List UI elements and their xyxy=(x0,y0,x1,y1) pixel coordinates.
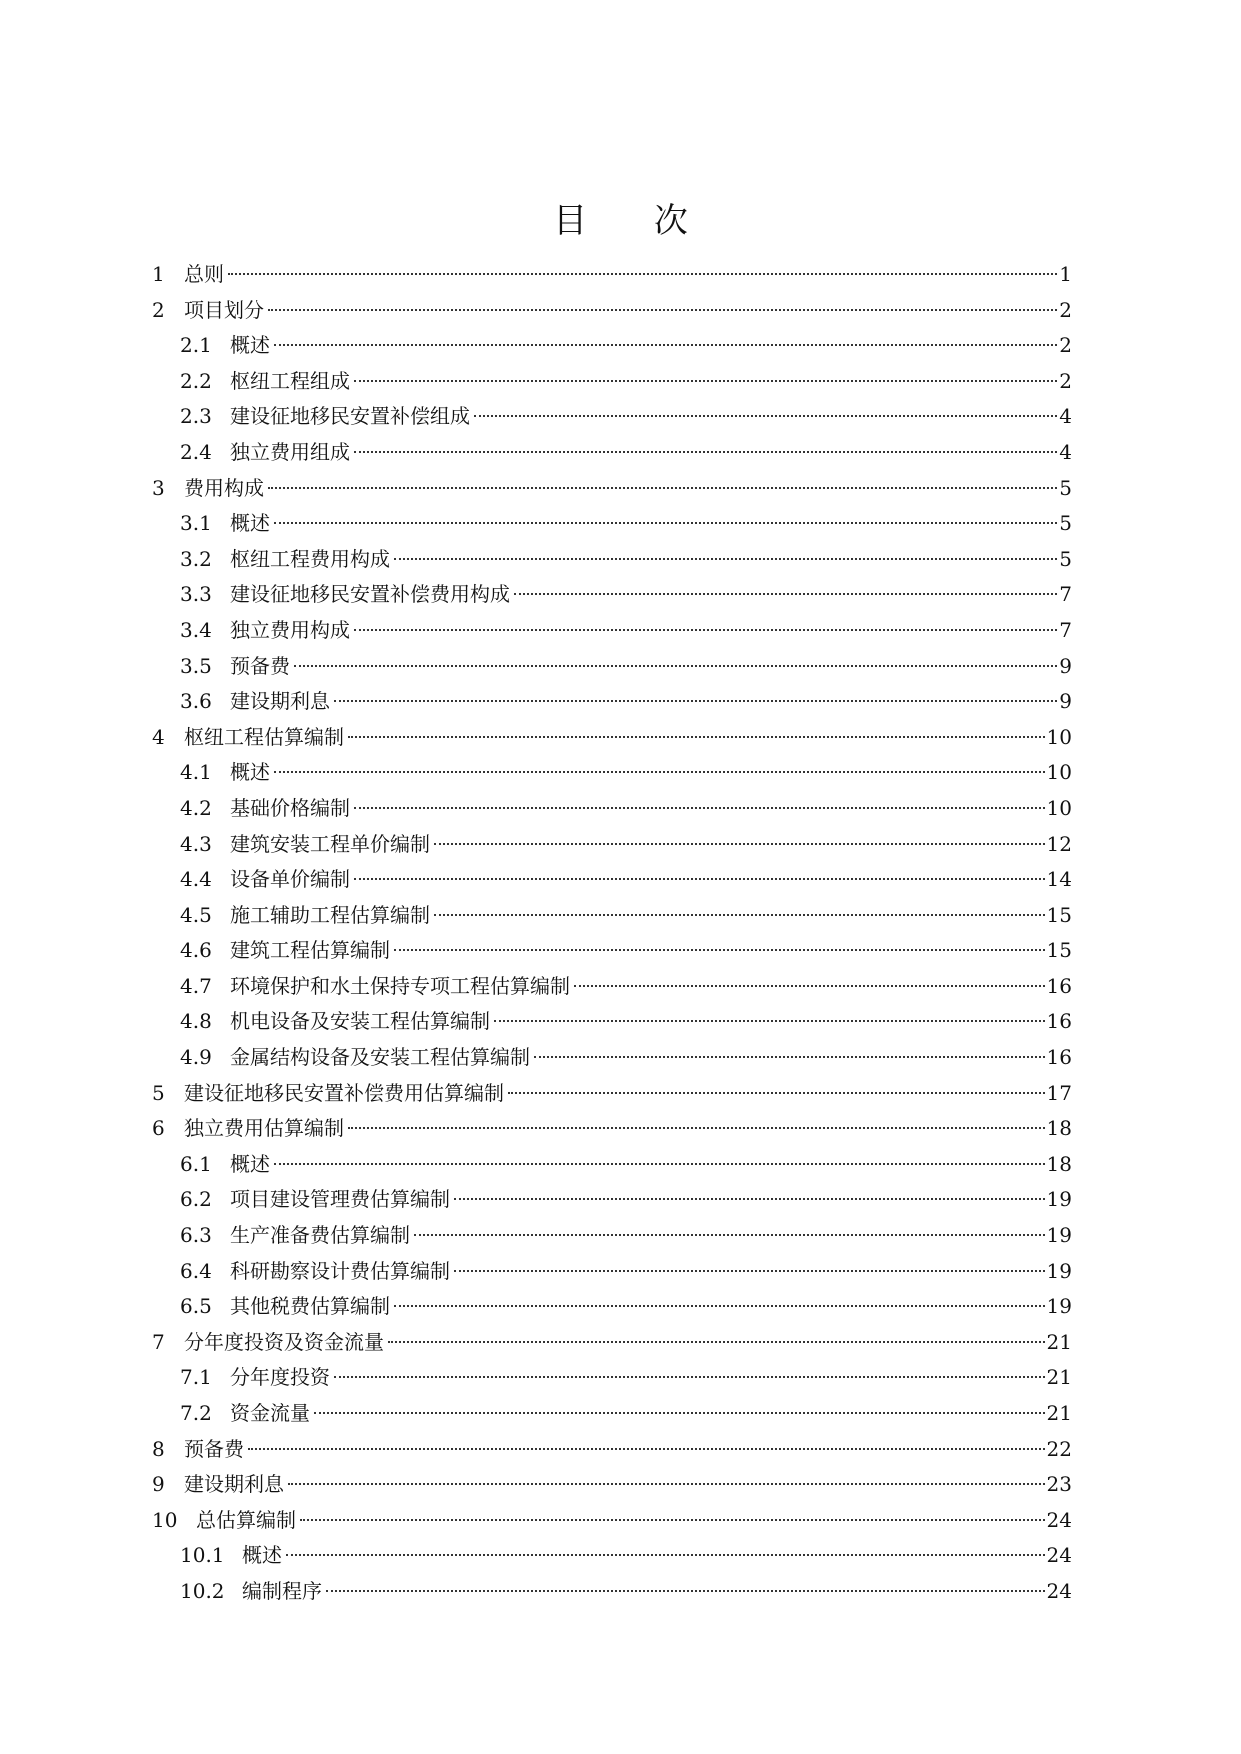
toc-entry-title: 总估算编制 xyxy=(196,1507,296,1532)
toc-entry-page-number: 21 xyxy=(1046,1401,1072,1425)
toc-dot-leader xyxy=(288,1483,1045,1485)
toc-entry-page-number: 9 xyxy=(1059,689,1072,714)
toc-entry-number: 7.1 xyxy=(180,1365,212,1390)
toc-dot-leader xyxy=(474,415,1057,417)
toc-entry-page-number: 12 xyxy=(1046,831,1072,856)
toc-dot-leader xyxy=(228,273,1057,275)
toc-entry-number: 10 xyxy=(152,1507,178,1532)
toc-entry-number: 6.4 xyxy=(180,1258,212,1283)
toc-entry[interactable] xyxy=(152,293,1072,329)
toc-entry-page-number: 16 xyxy=(1046,1045,1072,1070)
toc-entry-number: 3 xyxy=(152,475,165,500)
toc-entry[interactable] xyxy=(152,1574,1072,1610)
toc-entry-title: 概述 xyxy=(230,1151,270,1176)
toc-entry-number: 6.3 xyxy=(180,1223,212,1248)
toc-entry-number: 4.1 xyxy=(180,760,212,785)
toc-entry[interactable] xyxy=(152,1040,1072,1076)
toc-entry-page-number: 16 xyxy=(1046,973,1072,998)
toc-dot-leader xyxy=(314,1412,1045,1414)
toc-entry[interactable] xyxy=(152,613,1072,649)
toc-dot-leader xyxy=(394,558,1057,560)
toc-entry-page-number: 15 xyxy=(1046,902,1072,927)
toc-entry-number: 4 xyxy=(152,724,165,749)
toc-entry-page-number: 22 xyxy=(1046,1436,1072,1461)
toc-entry-page-number: 7 xyxy=(1059,617,1072,642)
toc-entry-number: 6.1 xyxy=(180,1151,212,1176)
toc-entry-number: 7 xyxy=(152,1329,165,1354)
toc-entry-title: 建设期利息 xyxy=(184,1472,284,1497)
toc-entry[interactable] xyxy=(152,435,1072,471)
toc-entry[interactable] xyxy=(152,328,1072,364)
toc-dot-leader xyxy=(354,380,1057,382)
toc-dot-leader xyxy=(394,949,1045,951)
toc-dot-leader xyxy=(354,807,1045,809)
toc-entry[interactable] xyxy=(152,1076,1072,1112)
toc-entry-page-number: 24 xyxy=(1046,1507,1072,1532)
toc-entry[interactable] xyxy=(152,364,1072,400)
toc-entry-page-number: 10 xyxy=(1046,724,1072,749)
toc-entry-title: 生产准备费估算编制 xyxy=(230,1223,410,1248)
toc-entry[interactable] xyxy=(152,862,1072,898)
toc-entry-number: 6 xyxy=(152,1116,165,1141)
toc-entry-page-number: 21 xyxy=(1046,1365,1072,1390)
toc-entry-title: 分年度投资及资金流量 xyxy=(184,1329,384,1354)
toc-entry-number: 3.5 xyxy=(180,653,212,678)
toc-entry-page-number: 10 xyxy=(1046,760,1072,785)
toc-dot-leader xyxy=(514,593,1057,595)
toc-entry-number: 3.3 xyxy=(180,582,212,607)
toc-entry-page-number: 18 xyxy=(1046,1116,1072,1141)
toc-entry-number: 2.1 xyxy=(180,333,212,358)
toc-dot-leader xyxy=(274,771,1045,773)
toc-title: 目 次 xyxy=(553,201,716,241)
toc-entry-title: 项目建设管理费估算编制 xyxy=(230,1187,450,1212)
toc-entry-title: 其他税费估算编制 xyxy=(230,1294,390,1319)
toc-entry[interactable] xyxy=(152,1004,1072,1040)
toc-entry[interactable] xyxy=(152,1289,1072,1325)
toc-entry[interactable] xyxy=(152,506,1072,542)
toc-dot-leader xyxy=(274,344,1057,346)
toc-entry-page-number: 17 xyxy=(1046,1080,1072,1105)
toc-entry[interactable] xyxy=(152,898,1072,934)
toc-entry-number: 4.4 xyxy=(180,867,212,892)
toc-entry-page-number: 19 xyxy=(1046,1187,1072,1212)
toc-entry[interactable] xyxy=(152,542,1072,578)
toc-dot-leader xyxy=(348,736,1045,738)
toc-entry-page-number: 4 xyxy=(1059,404,1072,429)
toc-dot-leader xyxy=(274,1163,1045,1165)
toc-dot-leader xyxy=(334,1376,1045,1378)
toc-entry-page-number: 10 xyxy=(1046,795,1072,820)
toc-entry-page-number: 21 xyxy=(1046,1329,1072,1354)
toc-entry[interactable] xyxy=(152,1538,1072,1574)
toc-dot-leader xyxy=(354,878,1045,880)
toc-entry[interactable] xyxy=(152,969,1072,1005)
toc-entry-title: 建设征地移民安置补偿费用构成 xyxy=(230,582,510,607)
toc-entry[interactable] xyxy=(152,1467,1072,1503)
toc-dot-leader xyxy=(354,629,1057,631)
toc-entry-number: 10.1 xyxy=(180,1543,225,1568)
toc-entry-page-number: 2 xyxy=(1059,297,1072,322)
toc-entry-page-number: 15 xyxy=(1046,938,1072,963)
toc-entry[interactable] xyxy=(152,1503,1072,1539)
toc-entry-number: 10.2 xyxy=(180,1578,225,1603)
toc-entry-page-number: 24 xyxy=(1046,1578,1072,1603)
toc-entry-number: 4.3 xyxy=(180,831,212,856)
toc-dot-leader xyxy=(268,309,1057,311)
toc-dot-leader xyxy=(326,1590,1045,1592)
toc-entry-number: 6.5 xyxy=(180,1294,212,1319)
toc-entry[interactable] xyxy=(152,791,1072,827)
toc-dot-leader xyxy=(454,1198,1045,1200)
toc-entry-page-number: 14 xyxy=(1046,867,1072,892)
toc-entry-number: 3.4 xyxy=(180,617,212,642)
toc-entry-title: 总则 xyxy=(184,262,224,286)
toc-entry-title: 建筑安装工程单价编制 xyxy=(230,831,430,856)
toc-entry[interactable] xyxy=(152,577,1072,613)
toc-entry-page-number: 19 xyxy=(1046,1223,1072,1248)
toc-entry-number: 5 xyxy=(152,1080,165,1105)
toc-dot-leader xyxy=(286,1554,1045,1556)
toc-entry-title: 金属结构设备及安装工程估算编制 xyxy=(230,1045,530,1070)
toc-entry-title: 独立费用组成 xyxy=(230,439,350,464)
toc-entry-title: 建设期利息 xyxy=(230,689,330,714)
toc-entry-title: 机电设备及安装工程估算编制 xyxy=(230,1009,490,1034)
toc-entry-number: 3.6 xyxy=(180,689,212,714)
toc-entry-title: 预备费 xyxy=(230,653,290,678)
toc-entry-title: 建设征地移民安置补偿费用估算编制 xyxy=(184,1080,504,1105)
toc-entry-page-number: 2 xyxy=(1059,333,1072,358)
toc-entry[interactable] xyxy=(152,1325,1072,1361)
toc-dot-leader xyxy=(494,1020,1045,1022)
toc-entry-title: 基础价格编制 xyxy=(230,795,350,820)
toc-entry[interactable] xyxy=(152,1396,1072,1432)
toc-entry-title: 概述 xyxy=(230,511,270,536)
toc-entry[interactable] xyxy=(152,755,1072,791)
toc-entry-page-number: 5 xyxy=(1059,511,1072,536)
toc-entry-title: 设备单价编制 xyxy=(230,867,350,892)
toc-entry-title: 编制程序 xyxy=(242,1578,322,1603)
toc-entry-title: 项目划分 xyxy=(184,297,264,322)
toc-dot-leader xyxy=(294,665,1057,667)
toc-dot-leader xyxy=(354,451,1057,453)
toc-entry[interactable] xyxy=(152,399,1072,435)
toc-dot-leader xyxy=(348,1127,1045,1129)
toc-entry-number: 4.6 xyxy=(180,938,212,963)
toc-entry[interactable] xyxy=(152,257,1072,293)
toc-entry-number: 2.4 xyxy=(180,439,212,464)
toc-entry[interactable] xyxy=(152,1147,1072,1183)
toc-entry-title: 独立费用估算编制 xyxy=(184,1116,344,1141)
toc-entry[interactable] xyxy=(152,649,1072,685)
toc-entry[interactable] xyxy=(152,1254,1072,1290)
toc-entry-title: 施工辅助工程估算编制 xyxy=(230,902,430,927)
toc-entry-page-number: 1 xyxy=(1059,262,1072,286)
toc-entry-number: 1 xyxy=(152,262,165,286)
toc-dot-leader xyxy=(534,1056,1045,1058)
toc-entry-page-number: 23 xyxy=(1046,1472,1072,1497)
toc-dot-leader xyxy=(300,1519,1045,1521)
toc-entry-title: 建筑工程估算编制 xyxy=(230,938,390,963)
toc-entry-number: 2.2 xyxy=(180,368,212,393)
toc-dot-leader xyxy=(268,487,1057,489)
toc-dot-leader xyxy=(434,843,1045,845)
toc-entry-title: 资金流量 xyxy=(230,1401,310,1425)
toc-entry-number: 3.1 xyxy=(180,511,212,536)
toc-entry-title: 分年度投资 xyxy=(230,1365,330,1390)
toc-entry-title: 建设征地移民安置补偿组成 xyxy=(230,404,470,429)
toc-dot-leader xyxy=(574,985,1045,987)
toc-entry-page-number: 24 xyxy=(1046,1543,1072,1568)
toc-entry-title: 环境保护和水土保持专项工程估算编制 xyxy=(230,973,570,998)
toc-entry-page-number: 18 xyxy=(1046,1151,1072,1176)
toc-entry-title: 概述 xyxy=(230,333,270,358)
toc-entry-page-number: 5 xyxy=(1059,475,1072,500)
toc-dot-leader xyxy=(394,1305,1045,1307)
toc-entry-title: 费用构成 xyxy=(184,475,264,500)
toc-entry-page-number: 5 xyxy=(1059,546,1072,571)
toc-dot-leader xyxy=(274,522,1057,524)
toc-entry-page-number: 19 xyxy=(1046,1258,1072,1283)
toc-entry-title: 科研勘察设计费估算编制 xyxy=(230,1258,450,1283)
toc-entry-number: 4.7 xyxy=(180,973,212,998)
toc-dot-leader xyxy=(454,1270,1045,1272)
toc-entry-title: 预备费 xyxy=(184,1436,244,1461)
toc-entry[interactable] xyxy=(152,933,1072,969)
toc-entry-number: 4.9 xyxy=(180,1045,212,1070)
toc-entry-title: 概述 xyxy=(242,1543,282,1568)
toc-entry-page-number: 9 xyxy=(1059,653,1072,678)
toc-entry-number: 7.2 xyxy=(180,1401,212,1425)
toc-entry[interactable] xyxy=(152,1218,1072,1254)
toc-entry[interactable] xyxy=(152,720,1072,756)
toc-entry-page-number: 16 xyxy=(1046,1009,1072,1034)
toc-list xyxy=(152,257,1072,1610)
toc-entry-number: 4.8 xyxy=(180,1009,212,1034)
toc-entry[interactable] xyxy=(152,471,1072,507)
toc-entry[interactable] xyxy=(152,1360,1072,1396)
toc-entry-title: 枢纽工程费用构成 xyxy=(230,546,390,571)
toc-entry-title: 概述 xyxy=(230,760,270,785)
toc-entry-number: 2.3 xyxy=(180,404,212,429)
toc-entry-number: 3.2 xyxy=(180,546,212,571)
toc-entry-number: 9 xyxy=(152,1472,165,1497)
toc-entry-number: 4.5 xyxy=(180,902,212,927)
toc-entry-title: 枢纽工程组成 xyxy=(230,368,350,393)
toc-dot-leader xyxy=(434,914,1045,916)
toc-dot-leader xyxy=(248,1448,1045,1450)
toc-entry-number: 2 xyxy=(152,297,165,322)
toc-entry-page-number: 7 xyxy=(1059,582,1072,607)
toc-entry[interactable] xyxy=(152,1432,1072,1468)
toc-entry[interactable] xyxy=(152,684,1072,720)
toc-entry[interactable] xyxy=(152,1182,1072,1218)
toc-dot-leader xyxy=(414,1234,1045,1236)
toc-entry-number: 8 xyxy=(152,1436,165,1461)
toc-entry-number: 6.2 xyxy=(180,1187,212,1212)
toc-entry-title: 枢纽工程估算编制 xyxy=(184,724,344,749)
toc-dot-leader xyxy=(508,1092,1045,1094)
toc-entry-title: 独立费用构成 xyxy=(230,617,350,642)
toc-entry-page-number: 19 xyxy=(1046,1294,1072,1319)
toc-dot-leader xyxy=(334,700,1057,702)
toc-entry-page-number: 4 xyxy=(1059,439,1072,464)
toc-dot-leader xyxy=(388,1341,1045,1343)
toc-entry[interactable] xyxy=(152,1111,1072,1147)
toc-entry[interactable] xyxy=(152,827,1072,863)
toc-entry-number: 4.2 xyxy=(180,795,212,820)
toc-entry-page-number: 2 xyxy=(1059,368,1072,393)
